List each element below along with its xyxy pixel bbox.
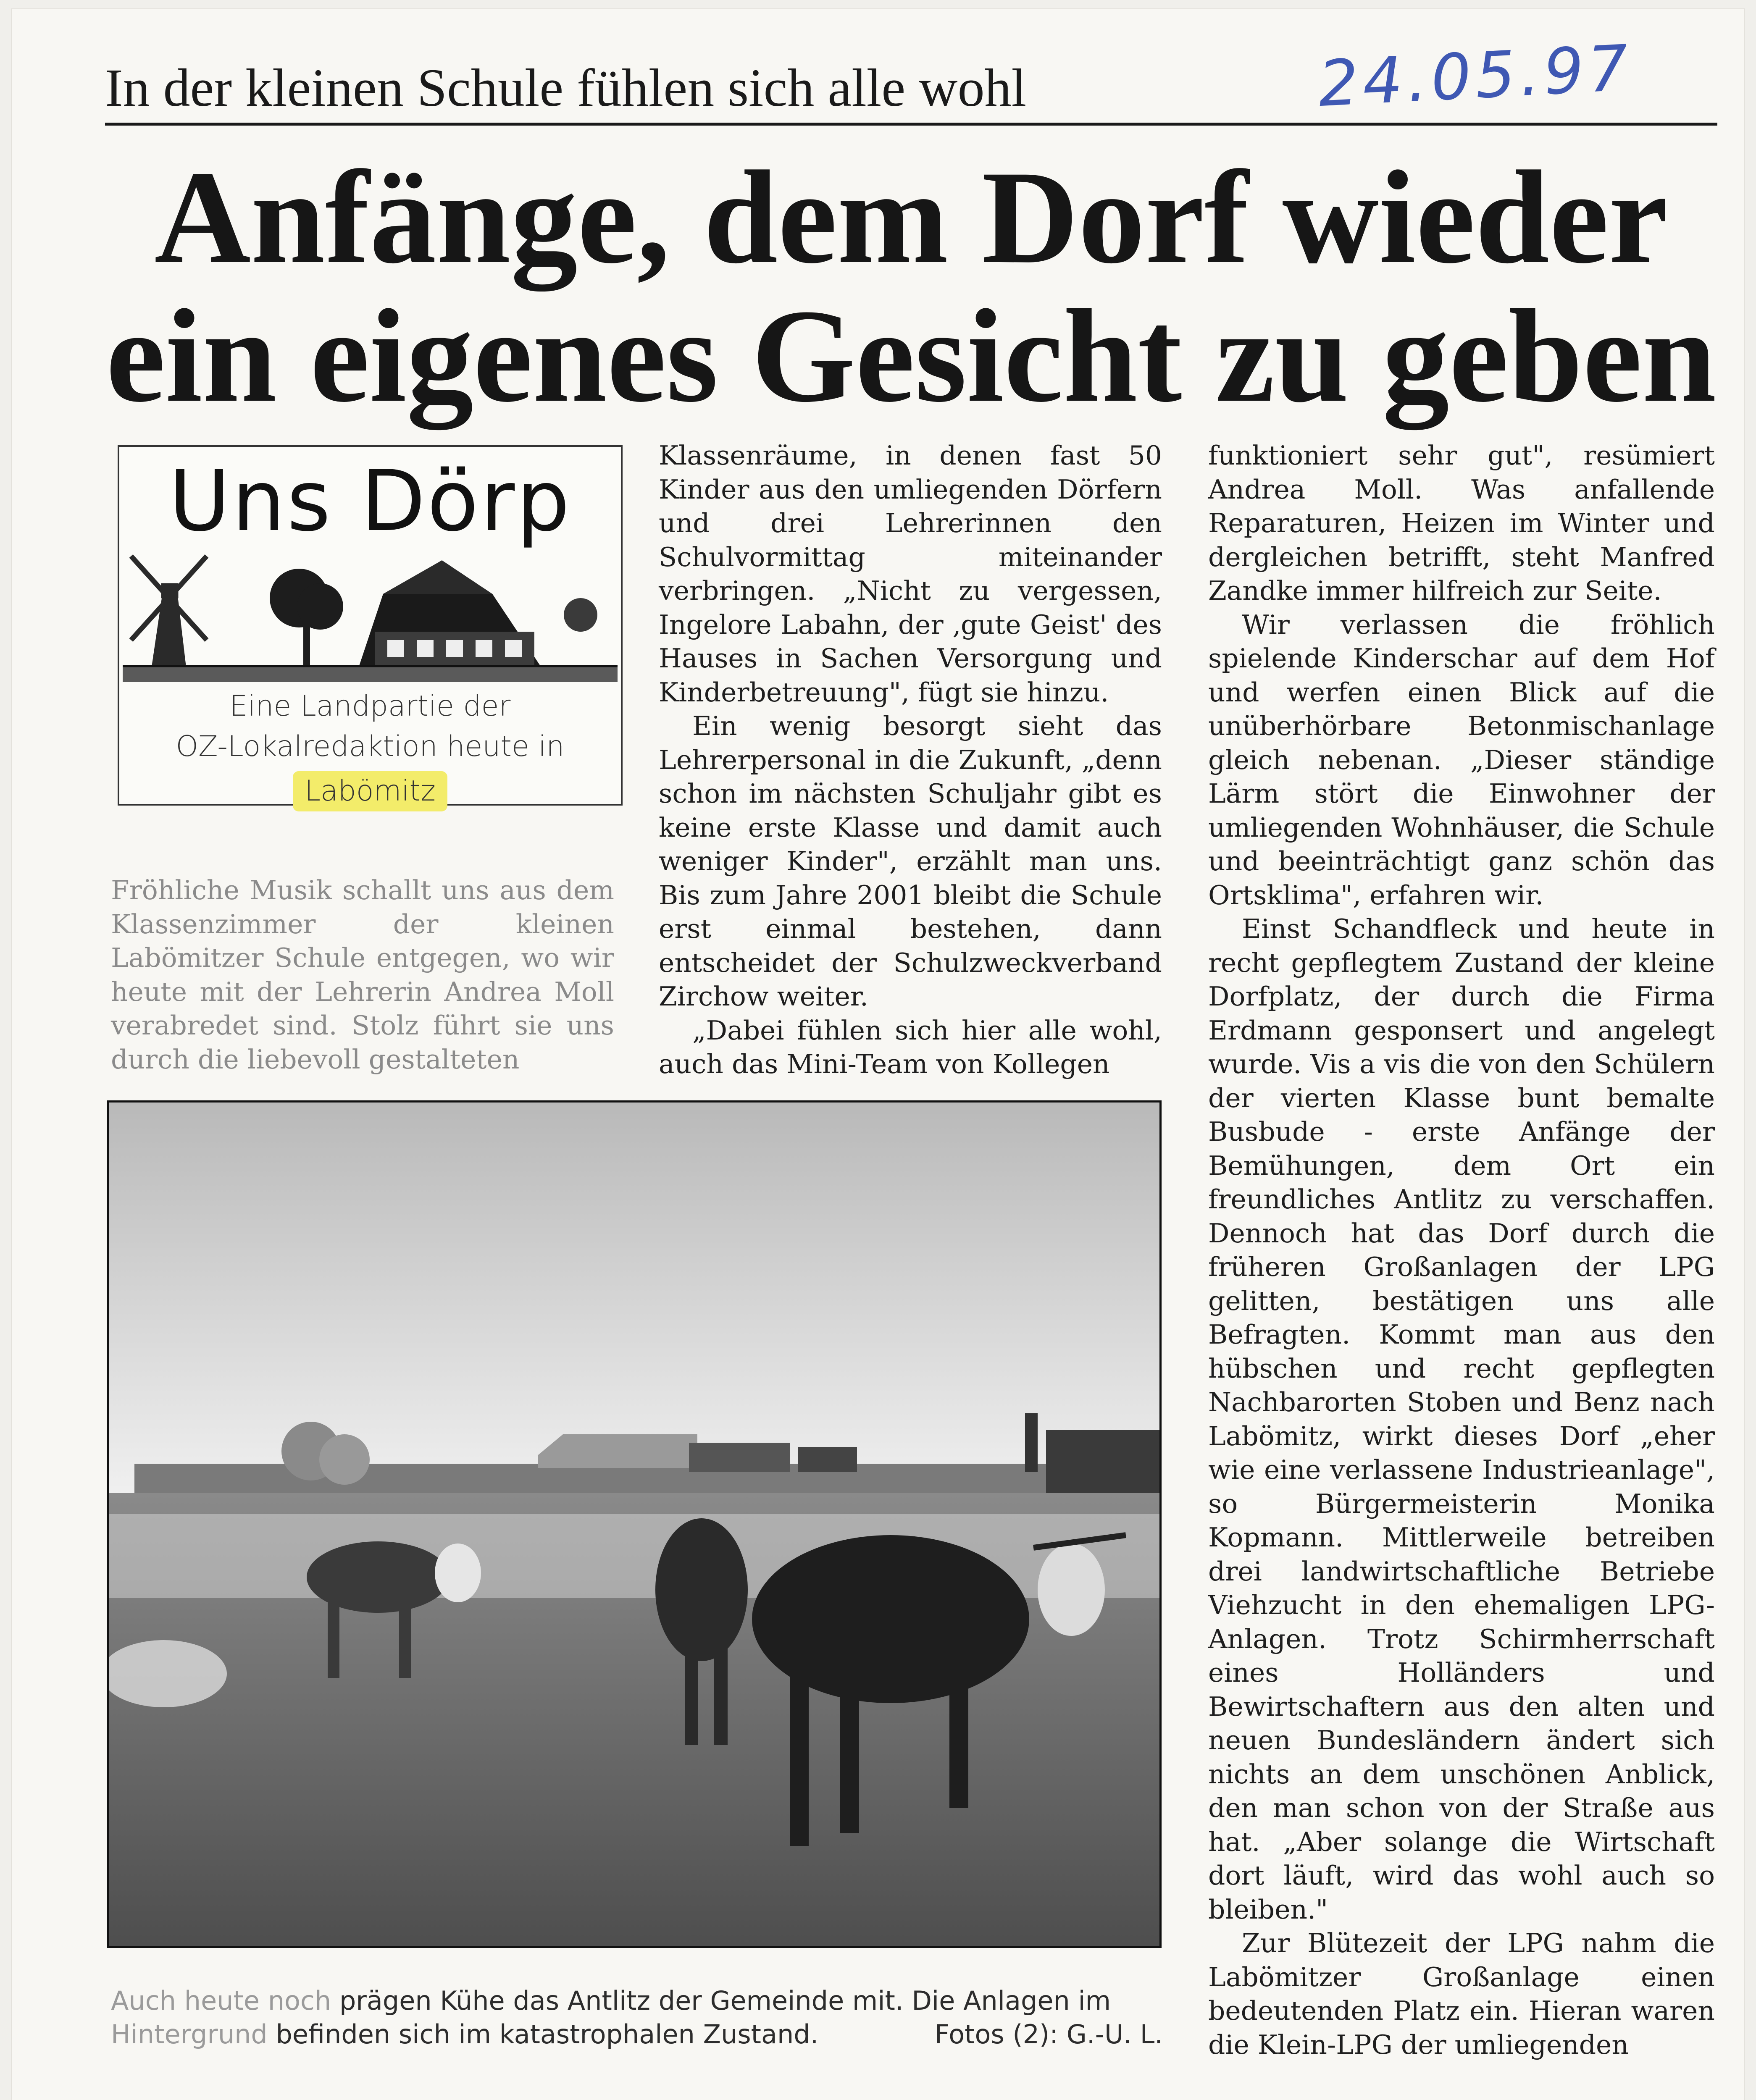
paragraph: funktioniert sehr gut", resümiert Andrea Moll. Was anfallende Reparaturen, Heizen im Winter und dergleichen betrifft, steht Manfred Zandke immer hilfreich zur Seite. bbox=[1208, 440, 1715, 606]
article-column-2 bbox=[659, 439, 1162, 1082]
header-rule bbox=[105, 123, 1717, 126]
series-title: Uns Dörp bbox=[168, 452, 572, 550]
series-line-2: OZ-Lokalredaktion heute in bbox=[176, 730, 565, 763]
caption-faded-start: Auch heute noch bbox=[111, 1985, 331, 2016]
village-illustration bbox=[123, 543, 618, 682]
paragraph: Einst Schandfleck und heute in recht gepflegtem Zustand der kleine Dorfplatz, der durch die Firma Erdmann gesponsert und angelegt wurde. Vis a vis die von den Schülern der vierten Klasse bunt bemalte Busbude - erste Anfänge der Bemühungen, dem Ort ein freundliches Antlitz zu verschaffen. Dennoch hat das Dorf durch die früheren Großanlagen der LPG gelitten, bestätigen uns alle Befragten. Kommt man aus den hübschen und recht gepflegten Nachbarorten Stoben und Benz nach Labömitz, wirkt dieses Dorf „eher wie eine verlassene Industrieanlage", so Bürgermeisterin Monika Kopmann. Mittlerweile betreiben drei landwirtschaftliche Betriebe Viehzucht in den ehemaligen LPG-Anlagen. Trotz Schirmherrschaft eines Holländers und Bewirtschaftern aus den alten und neuen Bundesländern ändert sich nichts an dem unschönen Anblick, den man schon von der Straße aus hat. „Aber solange die Wirtschaft dort läuft, wird das wohl auch so bleiben." bbox=[1208, 914, 1715, 1925]
highlighted-town-name: Labömitz bbox=[293, 771, 447, 811]
farmhouse-icon bbox=[358, 560, 543, 669]
caption-text-end: befinden sich im katastrophalen Zustand. bbox=[276, 2019, 819, 2050]
field-ground bbox=[123, 665, 618, 682]
caption-text: prägen Kühe das Antlitz der Gemeinde mit. Die Anlagen im bbox=[339, 1985, 1111, 2016]
paragraph: Wir verlassen die fröhlich spielende Kinderschar auf dem Hof und werfen einen Blick auf die unüberhörbare Betonmischanlage gleich nebenan. „Dieser ständige Lärm stört die Einwohner der umliegenden Wohnhäuser, die Schule und beeinträchtigt ganz schön das Ortsklima", erfahren wir. bbox=[1208, 609, 1715, 911]
headline bbox=[105, 143, 1717, 430]
kicker-line: In der kleinen Schule fühlen sich alle wohl bbox=[105, 58, 1027, 118]
caption-faded-second: Hintergrund bbox=[111, 2019, 268, 2050]
handwritten-date: 24.05.97 bbox=[1316, 32, 1634, 121]
article-column-1 bbox=[111, 874, 614, 1076]
photo-credit: Fotos (2): G.-U. L. bbox=[934, 2019, 1163, 2050]
paragraph: Zur Blütezeit der LPG nahm die Labömitzer Großanlage einen bedeutenden Platz ein. Hieran waren die Klein-LPG der umliegenden bbox=[1208, 1928, 1715, 2060]
paragraph: Klassenräume, in denen fast 50 Kinder aus den umliegenden Dörfern und drei Lehrerinnen den Schulvormittag miteinander verbringen. „Nicht zu vergessen, Ingelore Labahn, der ‚gute Geist' des Hauses in Sachen Versorgung und Kinderbetreuung", fügt sie hinzu. bbox=[659, 440, 1162, 708]
windmill-icon bbox=[131, 556, 207, 665]
paragraph: Ein wenig besorgt sieht das Lehrerpersonal in die Zukunft, „denn schon im nächsten Schuljahr gibt es keine erste Klasse und damit auch weniger Kinder", erzählt man uns. Bis zum Jahre 2001 bleibt die Schule erst einmal bestehen, dann entscheidet der Schulzweckverband Zirchow weiter. bbox=[659, 711, 1162, 1012]
headline-line-2: ein eigenes Gesicht zu geben bbox=[106, 282, 1717, 430]
article-column-3 bbox=[1208, 439, 1715, 2062]
newspaper-clipping bbox=[12, 9, 1744, 2100]
series-line-1: Eine Landpartie der bbox=[229, 690, 511, 723]
series-logo-box bbox=[118, 445, 623, 806]
paragraph: Fröhliche Musik schallt uns aus dem Klassenzimmer der kleinen Labömitzer Schule entgegen, wo wir heute mit der Lehrerin Andrea Moll verabredet sind. Stolz führt sie uns durch die liebevoll gestalteten bbox=[111, 875, 614, 1075]
cows-photo bbox=[107, 1100, 1162, 1948]
series-subtitle bbox=[119, 686, 621, 811]
paragraph: „Dabei fühlen sich hier alle wohl, auch das Mini-Team von Kollegen bbox=[659, 1015, 1162, 1079]
headline-line-1: Anfänge, dem Dorf wieder bbox=[154, 143, 1668, 291]
